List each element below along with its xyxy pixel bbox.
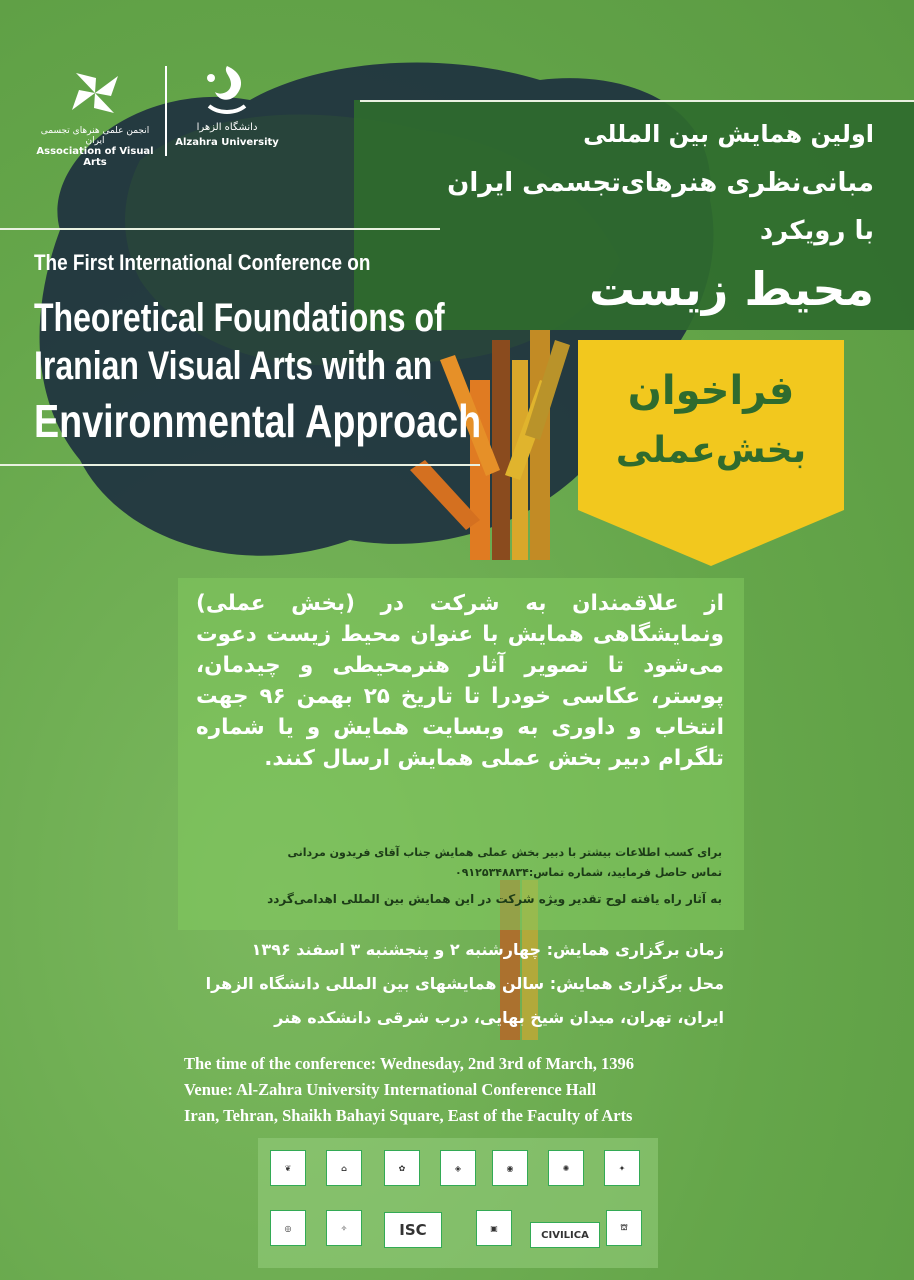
call-description: از علاقمندان به شرکت در (بخش عملی) ونمایشگاهی همایش با عنوان محیط زیست دعوت می‌شود تا تصویر آثار هنرمحیطی و چیدمان، پوستر، عکاسی خودرا تا تاریخ ۲۵ بهمن ۹۶ جهت انتخاب و داوری به وبسایت همایش و یا شماره تلگرام دبیر بخش عملی همایش ارسال کنند. [196, 591, 725, 771]
address-en-line3: Iran, Tehran, Shaikh Bahayi Square, East of the Faculty of Arts [184, 1106, 633, 1125]
alzahra-name-en: Alzahra University [175, 137, 279, 148]
en-title-line2: Theoretical Foundations of [34, 296, 445, 340]
sponsor-logo-mazandaran: ❦ [270, 1150, 306, 1186]
time-fa-line1: زمان برگزاری همایش: چهارشنبه ۲ و پنجشنبه ۳ اسفند ۱۳۹۶ [251, 940, 724, 959]
logo-separator [165, 66, 167, 156]
alzahra-emblem-icon [197, 62, 257, 118]
en-title-line1: The First International Conference on [34, 250, 371, 275]
sponsor-logo-gallery: ◎ [270, 1210, 306, 1246]
fa-title-line3: با رویکرد [759, 216, 874, 246]
divider-bottom [0, 464, 480, 466]
time-en-line1: The time of the conference: Wednesday, 2nd 3rd of March, 1396 [184, 1054, 635, 1073]
fa-title-line4: محیط زیست [589, 262, 874, 316]
alzahra-name-fa: دانشگاه الزهرا [196, 122, 258, 133]
sponsor-logo-isc: ISC [384, 1212, 442, 1248]
call-badge-line2: بخش‌عملی [615, 430, 807, 471]
venue-fa-line2: محل برگزاری همایش: سالن همایشهای بین المللی دانشگاه الزهرا [205, 974, 724, 993]
info-line1: برای کسب اطلاعات بیشتر با دبیر بخش عملی همایش جناب آقای فریدون مردانی [287, 846, 722, 859]
branch-bar [410, 460, 480, 530]
trunk-bar [530, 330, 550, 560]
sponsor-logo-civilica: CIVILICA [530, 1222, 600, 1248]
venue-en-line2: Venue: Al-Zahra University International Conference Hall [184, 1080, 597, 1099]
sponsor-logo-university: ⛫ [606, 1210, 642, 1246]
sponsor-logo-ribbon: ✧ [326, 1210, 362, 1246]
avs-name-fa: انجمن علمی هنرهای تجسمی ایران [40, 126, 150, 146]
avs-logo [30, 68, 160, 168]
sponsor-logo-heritage: ✺ [548, 1150, 584, 1186]
fa-title-line2: مبانی‌نظری هنرهای‌تجسمی ایران [447, 168, 874, 198]
info-line2: تماس حاصل فرمایید، شماره تماس:۰۹۱۲۵۳۴۸۸۳۴ [455, 866, 722, 879]
pinwheel-icon [66, 68, 124, 118]
sponsor-logo-environment: ◉ [492, 1150, 528, 1186]
address-fa-line3: ایران، تهران، میدان شیخ بهایی، درب شرقی دانشکده هنر [274, 1008, 724, 1027]
call-badge-line1: فراخوان [627, 368, 795, 414]
en-title-line4: Environmental Approach [34, 395, 482, 447]
alzahra-logo [172, 62, 282, 148]
en-title-line3: Iranian Visual Arts with an [34, 344, 433, 388]
divider-top [360, 100, 914, 102]
info-line3: به آثار راه یافته لوح تقدیر ویژه شرکت در این همایش بین المللی اهدامی‌گردد [267, 892, 722, 906]
sponsor-logo-cubes: ◈ [440, 1150, 476, 1186]
fa-title-line1: اولین همایش بین المللی [583, 120, 874, 148]
sponsor-logo-building: ⌂ [326, 1150, 362, 1186]
trunk-bar [492, 340, 510, 560]
sponsor-logo-leaf: ✿ [384, 1150, 420, 1186]
sponsor-logo-institute: ▣ [476, 1210, 512, 1246]
divider-mid [0, 228, 440, 230]
avs-name-en: Association of Visual Arts [36, 146, 154, 168]
sponsor-logo-alzahra: ✦ [604, 1150, 640, 1186]
